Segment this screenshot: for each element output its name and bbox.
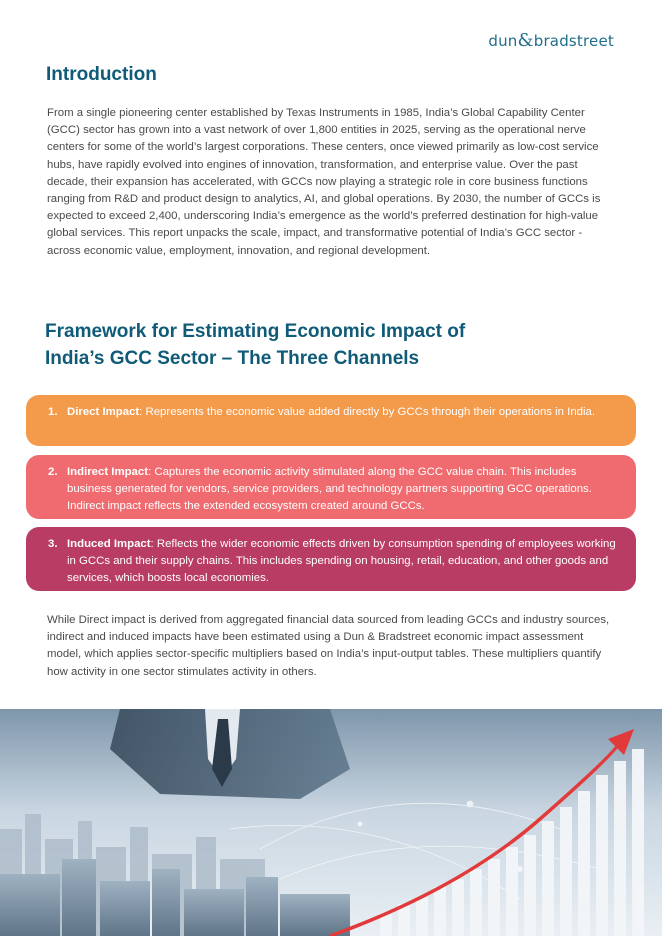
channel-number: 1. <box>48 406 58 418</box>
channel-direct-impact <box>26 395 636 446</box>
channel-label: Indirect Impact <box>67 466 149 478</box>
channel-number: 3. <box>48 538 58 550</box>
channel-description <box>67 404 618 437</box>
city-skyline-illustration <box>0 709 662 936</box>
logo-text-dun: dun <box>488 32 518 50</box>
channel-label: Direct Impact <box>67 406 140 418</box>
dun-bradstreet-logo <box>488 30 614 51</box>
introduction-heading: Introduction <box>46 64 157 85</box>
framework-heading-line1: Framework for Estimating Economic Impact of <box>45 321 466 342</box>
methodology-paragraph: While Direct impact is derived from aggregated financial data sourced from leading GCCs and industry sources, indirect and induced impacts have been estimated using a Dun & Bradstreet economic impact assessment model, which applies sector-specific multipliers based on India’s input-output tables. These multipliers quantify how activity in one sector stimulates activity in others. <box>47 614 610 678</box>
introduction-paragraph: From a single pioneering center established by Texas Instruments in 1985, India’s Global Capability Center (GCC) sector has grown into a vast network of over 1,800 entities in 2025, serving as the operational nerve centers for some of the world’s largest corporations. These centers, once viewed primarily as low-cost service hubs, have rapidly evolved into engines of innovation, transformation, and enterprise value. Over the past decade, their expansion has accelerated, with GCCs now playing a strategic role in core business functions ranging from R&D and product design to analytics, AI, and global operations. By 2030, the number of GCCs is expected to exceed 2,400, underscoring India’s emergence as the world’s preferred destination for high-value global services. This report unpacks the scale, impact, and transformative potential of India’s GCC sector - across economic value, employment, innovation, and regional development. <box>47 107 601 257</box>
hero-image-city-growth <box>0 709 662 936</box>
channel-text: : Reflects the wider economic effects driven by consumption spending of employees working in GCCs and their supply chains. This includes spending on housing, retail, education, and other goods and services, which boosts local economies. <box>67 538 616 584</box>
channel-label: Induced Impact <box>67 538 151 550</box>
framework-heading-line2: India’s GCC Sector – The Three Channels <box>45 348 420 369</box>
channel-number: 2. <box>48 466 58 478</box>
framework-heading <box>45 318 605 372</box>
channel-induced-impact <box>26 527 636 591</box>
channel-description <box>67 536 618 582</box>
logo-ampersand: & <box>517 30 534 51</box>
channel-description <box>67 464 618 510</box>
channel-text: : Represents the economic value added directly by GCCs through their operations in India. <box>139 406 596 418</box>
channel-indirect-impact <box>26 455 636 519</box>
channel-text: : Captures the economic activity stimulated along the GCC value chain. This includes business generated for vendors, service providers, and technology partners supporting GCC operations. Indirect impact reflects the extended ecosystem created around GCCs. <box>67 466 592 512</box>
logo-text-bradstreet: bradstreet <box>533 32 614 50</box>
